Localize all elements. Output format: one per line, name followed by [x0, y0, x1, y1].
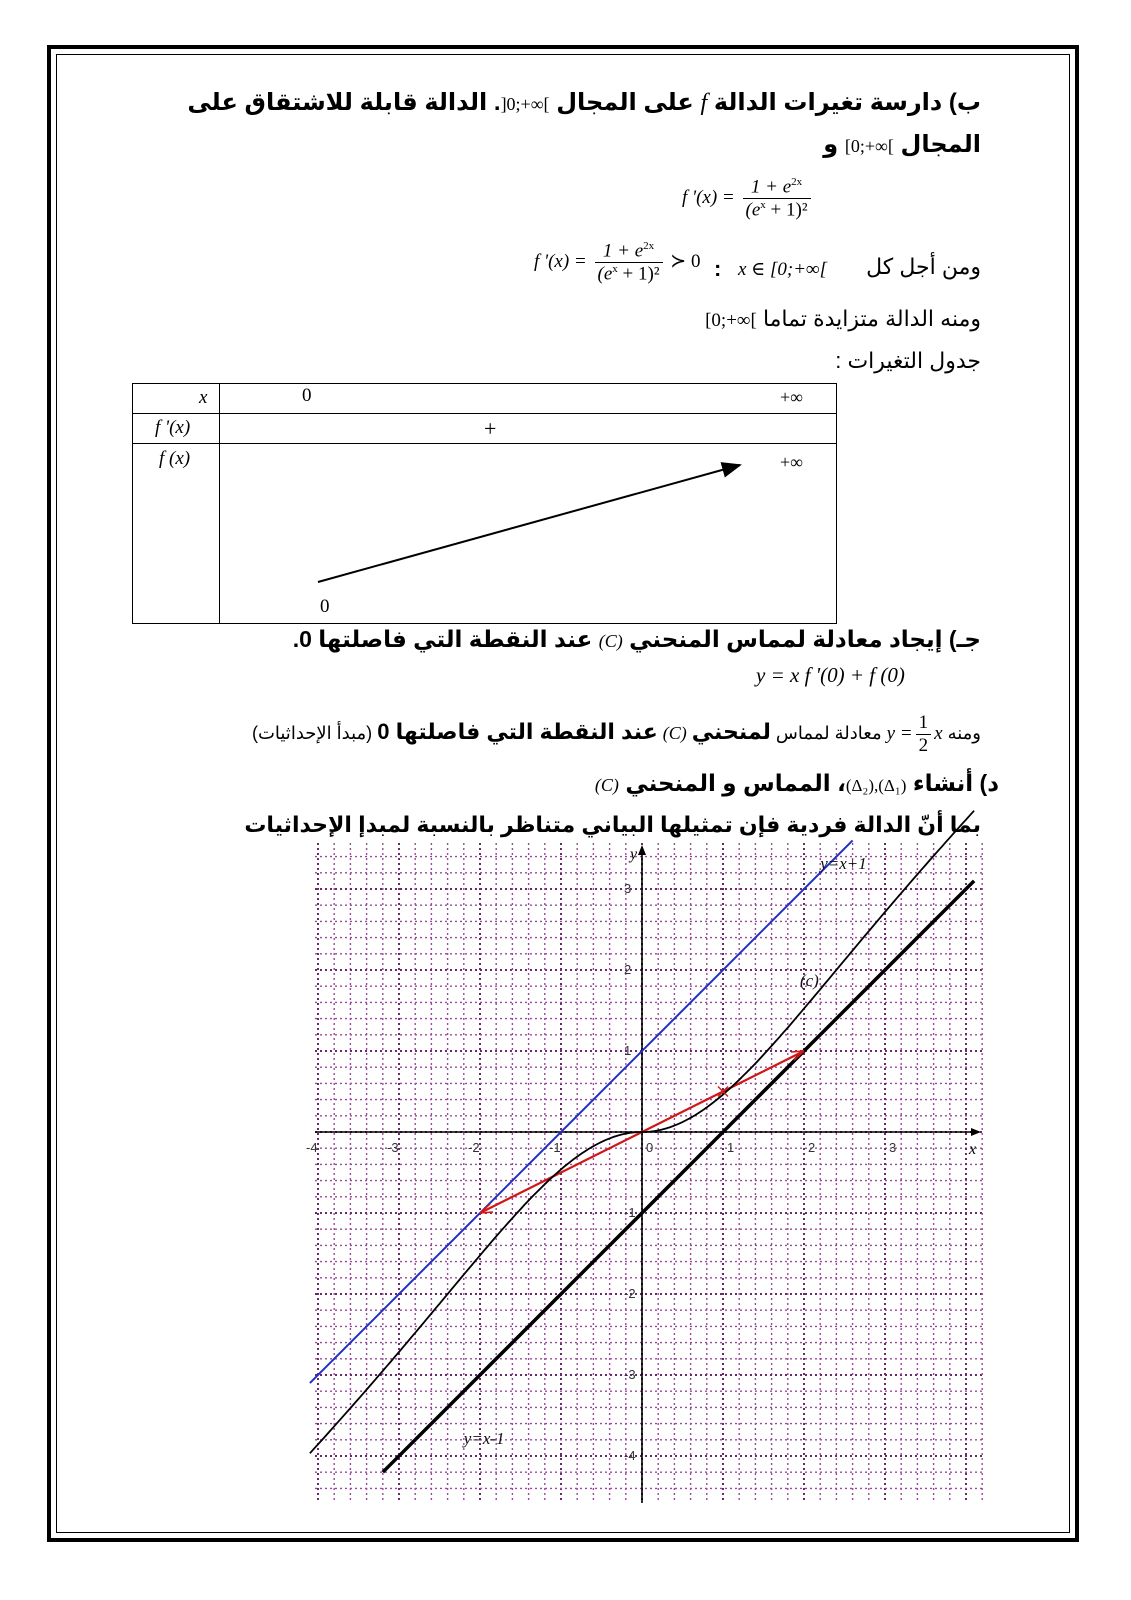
- x-end: +∞: [780, 387, 803, 407]
- curve-symbol-c: (C): [598, 631, 623, 651]
- section-c-heading: [293, 626, 981, 653]
- increasing-interval: [0;+∞[: [705, 310, 757, 331]
- x-tick-label: -4: [306, 1140, 318, 1155]
- differentiable-text: . الدالة قابلة للاشتقاق على: [187, 89, 501, 116]
- row-fprime-label: f '(x): [155, 417, 191, 438]
- x-tick-label: -3: [387, 1140, 399, 1155]
- domain-word: على المجال: [556, 89, 694, 116]
- f-end: +∞: [780, 452, 803, 472]
- section-d-heading: [595, 770, 999, 797]
- y-axis-label: y: [630, 846, 638, 863]
- x-in-interval: [738, 258, 827, 281]
- tangent-formula: y = x f '(0) + f (0): [756, 663, 905, 687]
- greater-than-zero: ≻ 0: [670, 251, 701, 273]
- derivative-positive: [534, 240, 700, 286]
- result-var: x: [934, 722, 943, 744]
- y-tick-label: -2: [624, 1286, 636, 1301]
- x-axis-label: x: [969, 1141, 977, 1158]
- series-label: (c): [799, 971, 819, 991]
- row-x-label: x: [199, 387, 208, 408]
- for-all-line: [866, 254, 981, 280]
- y-tick-label: 2: [624, 962, 632, 977]
- section-d-title: د) أنشاء: [912, 770, 999, 796]
- result-prefix: ومنه: [947, 722, 981, 743]
- increasing-line: [705, 306, 981, 332]
- section-c-tail: عند النقطة التي فاصلتها 0.: [292, 626, 593, 652]
- derivative-denominator: (e: [745, 199, 761, 221]
- heading-text: ب) دارسة تغيرات الدالة: [713, 89, 981, 116]
- result-paren: (مبدأ الإحداثيات): [251, 722, 373, 743]
- curve-symbol-c-2: (C): [662, 722, 687, 743]
- row-f-label: f (x): [159, 448, 191, 469]
- sign-plus: +: [484, 416, 497, 441]
- y-tick-label: 1: [624, 1043, 632, 1058]
- curve-symbol-d: (C): [594, 775, 619, 795]
- section-d-mid: ، المماس و المنحني: [625, 770, 846, 796]
- series-label: y=x+1: [820, 853, 867, 873]
- result-denominator: 2: [918, 735, 929, 756]
- derivative-numerator: 1 + e: [750, 176, 792, 198]
- derivative-lhs-2: f '(x) =: [534, 251, 587, 273]
- interval-open: ]0;+∞[: [500, 94, 550, 114]
- y-tick-label: -4: [624, 1448, 636, 1463]
- derivative-den-tail-2: + 1)²: [617, 263, 660, 285]
- x-tick-label: 1: [727, 1140, 735, 1155]
- derivative-numerator-2: 1 + e: [602, 240, 644, 262]
- result-tail-bold: عند النقطة التي فاصلتها 0: [377, 718, 658, 744]
- f-start: 0: [320, 596, 330, 617]
- table-title: جدول التغيرات :: [835, 348, 981, 373]
- result-bold: لمنحني: [691, 718, 771, 744]
- derivative-den-tail: + 1)²: [765, 199, 808, 221]
- interval-half: [0;+∞[: [844, 136, 894, 156]
- y-tick-label: -1: [624, 1205, 636, 1220]
- tangent-result-line: [252, 712, 981, 757]
- derivative-denominator-2: (e: [597, 263, 613, 285]
- derivative-formula: [682, 176, 814, 222]
- result-mid: معادلة لمماس: [775, 722, 882, 743]
- variation-table: [132, 383, 837, 624]
- section-b-heading: [187, 88, 981, 117]
- x-tick-label: -1: [549, 1140, 561, 1155]
- f-symbol: f: [700, 90, 708, 116]
- domain-word-2: المجال: [900, 131, 981, 158]
- derivative-num-exp-2: 2x: [643, 240, 655, 252]
- y-tick-label: 3: [624, 881, 632, 896]
- derivative-den-exp-2: x: [612, 263, 618, 276]
- x-start: 0: [302, 385, 312, 406]
- for-all-text: ومن أجل كل: [866, 254, 981, 279]
- derivative-num-exp: 2x: [791, 176, 803, 188]
- and-word: و: [823, 131, 839, 158]
- odd-statement: بما أنّ الدالة فردية فإن تمثيلها البياني متناظر بالنسبة لمبدإ الإحداثيات: [244, 812, 981, 837]
- function-graph: [306, 843, 983, 1503]
- x-tick-label: -2: [468, 1140, 480, 1155]
- x-tick-label: 0: [646, 1140, 654, 1155]
- increasing-text: ومنه الدالة متزايدة تماما: [762, 306, 981, 331]
- section-c-title: جـ) إيجاد معادلة لمماس المنحني: [629, 626, 981, 652]
- colon: :: [714, 256, 722, 281]
- asymptotes: (Δ₂),(Δ₁): [845, 776, 907, 795]
- x-tick-label: 2: [808, 1140, 816, 1155]
- result-numerator: 1: [916, 712, 932, 735]
- result-lhs: y =: [886, 722, 913, 744]
- x-in-text: x ∈ [0;+∞[: [738, 259, 827, 280]
- x-tick-label: 3: [889, 1140, 897, 1155]
- increasing-arrow: [220, 444, 840, 624]
- section-b-heading-line2: [823, 130, 981, 159]
- series-label: y=x-1: [463, 1428, 505, 1448]
- derivative-den-exp: x: [760, 199, 766, 212]
- y-tick-label: -3: [624, 1367, 636, 1382]
- derivative-lhs: f '(x) =: [682, 187, 735, 209]
- grid: [315, 843, 983, 1503]
